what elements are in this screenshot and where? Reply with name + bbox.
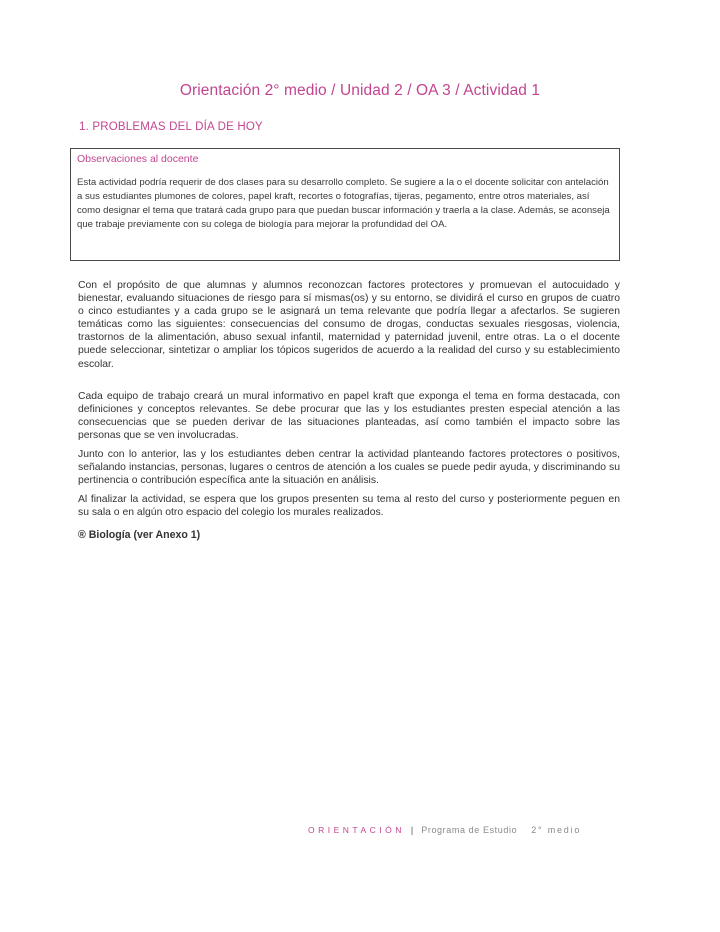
- paragraph-closing: Al finalizar la actividad, se espera que los grupos presenten su tema al resto del curso y posteriormente peguen en su sala o en algún otro espacio del colegio los murales realizados.: [78, 494, 620, 519]
- footer-program: Programa de Estudio: [421, 825, 518, 835]
- teacher-notes-title: Observaciones al docente: [77, 153, 199, 165]
- paragraph-protective-factors: Junto con lo anterior, las y los estudiantes deben centrar la actividad planteando factores protectores o positivos, señalando instancias, personas, lugares o centros de atención a los cuales se puede pedir ayuda, y discriminando su pertinencia o contribución específica ante la situación en análisis.: [78, 449, 620, 487]
- section-heading: 1. PROBLEMAS DEL DÍA DE HOY: [79, 121, 263, 133]
- page-footer: [308, 825, 581, 835]
- teacher-notes-box: [70, 148, 620, 261]
- footer-level: 2° medio: [531, 825, 582, 835]
- teacher-notes-text: Esta actividad podría requerir de dos clases para su desarrollo completo. Se sugiere a la o el docente solicitar con antelación a sus estudiantes plumones de colores, papel kraft, recortes o fotografías, tijeras, pegamento, entre otros materiales, así como designar el tema que tratará cada grupo para que puedan buscar información y traerla a la clase. Además, se aconseja que trabaje previamente con su colega de biología para mejorar la profundidad del OA.: [77, 177, 610, 230]
- footer-separator: |: [410, 825, 414, 835]
- page-title: Orientación 2° medio / Unidad 2 / OA 3 / Actividad 1: [179, 82, 541, 99]
- biology-annex-reference: ® Biología (ver Anexo 1): [78, 529, 201, 541]
- footer-subject: ORIENTACIÓN: [308, 825, 405, 835]
- paragraph-purpose: Con el propósito de que alumnas y alumnos reconozcan factores protectores y promuevan el autocuidado y bienestar, evaluando situaciones de riesgo para sí mismas(os) y su entorno, se dividirá el curso en grupos de cuatro o cinco estudiantes y a cada grupo se le asignará un tema relevante que podría llegar a afectarlos. Se sugieren temáticas como las siguientes: consecuencias del consumo de drogas, conductas sexuales riesgosas, violencia, trastornos de la alimentación, abuso sexual infantil, maternidad y paternidad juvenil, entre otras. La o el docente puede seleccionar, sintetizar o ampliar los tópicos sugeridos de acuerdo a la realidad del curso y su establecimiento escolar.: [78, 280, 620, 370]
- paragraph-mural: Cada equipo de trabajo creará un mural informativo en papel kraft que exponga el tema en forma destacada, con definiciones y conceptos relevantes. Se debe procurar que las y los estudiantes presten especial atención a las consecuencias que se pueden derivar de las situaciones planteadas, así como también el impacto sobre las personas que se ven involucradas.: [78, 391, 620, 442]
